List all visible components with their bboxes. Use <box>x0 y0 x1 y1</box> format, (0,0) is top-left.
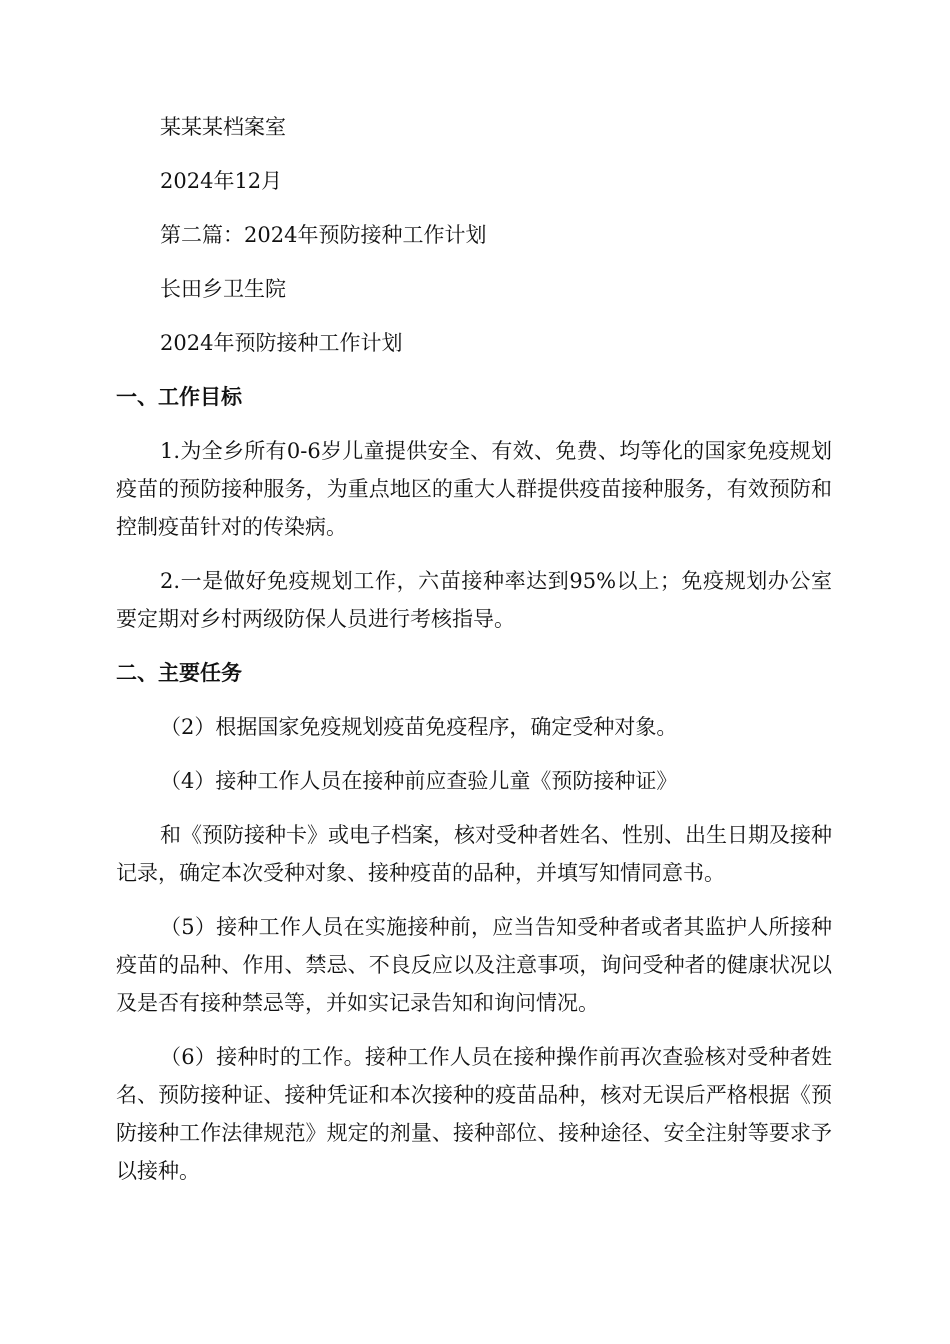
document-page <box>116 108 832 1190</box>
task-paragraph-2: （2）根据国家免疫规划疫苗免疫程序，确定受种对象。 <box>160 715 678 739</box>
org-name-line: 长田乡卫生院 <box>160 277 286 301</box>
date-line: 2024年12月 <box>160 169 283 193</box>
task-paragraph-4: （4）接种工作人员在接种前应查验儿童《预防接种证》 <box>160 769 678 793</box>
task-paragraph-5: （5）接种工作人员在实施接种前，应当告知受种者或者其监护人所接种疫苗的品种、作用、禁忌、不良反应以及注意事项，询问受种者的健康状况以及是否有接种禁忌等，并如实记录告知和询问情况。 <box>116 915 832 1015</box>
task-paragraph-4-continued: 和《预防接种卡》或电子档案，核对受种者姓名、性别、出生日期及接种记录，确定本次受种对象、接种疫苗的品种，并填写知情同意书。 <box>116 823 832 885</box>
goal-paragraph-2: 2.一是做好免疫规划工作，六苗接种率达到95%以上；免疫规划办公室要定期对乡村两级防保人员进行考核指导。 <box>116 569 832 631</box>
section-heading-goals: 一、工作目标 <box>116 385 242 409</box>
archive-office-line: 某某某档案室 <box>160 115 286 139</box>
task-paragraph-6: （6）接种时的工作。接种工作人员在接种操作前再次查验核对受种者姓名、预防接种证、接种凭证和本次接种的疫苗品种，核对无误后严格根据《预防接种工作法律规范》规定的剂量、接种部位、接种途径、安全注射等要求予以接种。 <box>116 1045 832 1183</box>
chapter-title: 第二篇：2024年预防接种工作计划 <box>160 223 487 247</box>
plan-title: 2024年预防接种工作计划 <box>160 331 403 355</box>
goal-paragraph-1: 1.为全乡所有0-6岁儿童提供安全、有效、免费、均等化的国家免疫规划疫苗的预防接种服务，为重点地区的重大人群提供疫苗接种服务，有效预防和控制疫苗针对的传染病。 <box>116 439 832 539</box>
section-heading-tasks: 二、主要任务 <box>116 661 242 685</box>
